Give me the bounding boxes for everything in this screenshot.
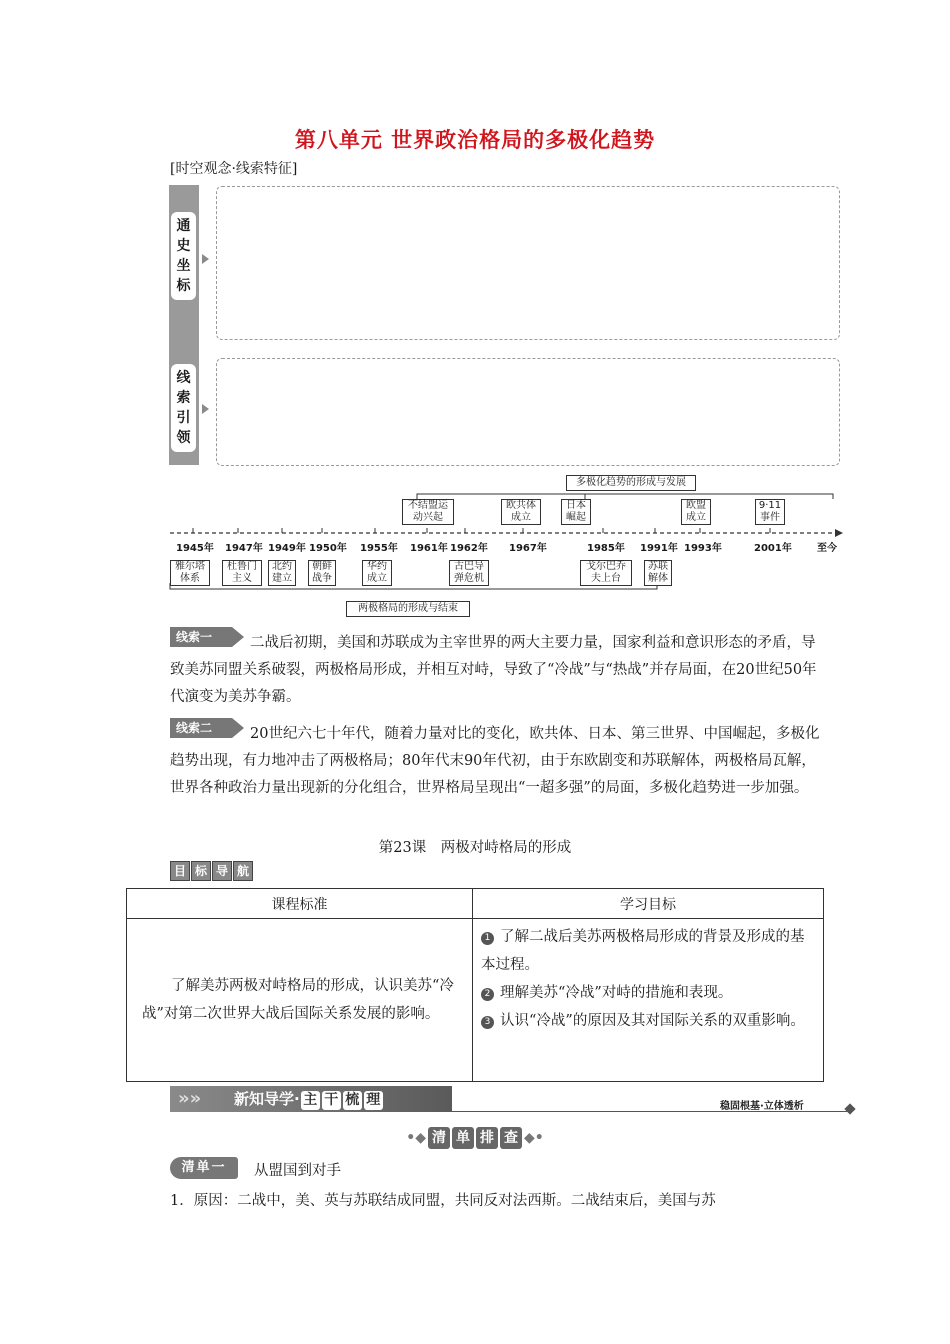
table-header: 课程标准 — [127, 889, 473, 919]
year-label: 1955年 — [360, 543, 398, 554]
event-box-top: 不结盟运 动兴起 — [402, 499, 454, 525]
event-box-top: 9·11 事件 — [755, 499, 785, 525]
clue1-tag: 线索一 — [170, 627, 232, 647]
general-coordinate-label: 通 史 坐 标 — [171, 212, 196, 300]
event-box-bottom: 北约 建立 — [268, 560, 296, 586]
event-box-bottom: 杜鲁门 主义 — [222, 560, 262, 586]
year-label: 1950年 — [309, 543, 347, 554]
clue2-tag: 线索二 — [170, 718, 232, 738]
checklist-heading: •◆ 清 单 排 查 ◆• — [0, 1127, 950, 1149]
banner-right-text: 稳固根基·立体透析 — [720, 1101, 804, 1112]
clue1-text: 二战后初期，美国和苏联成为主宰世界的两大主要力量，国家利益和意识形态的矛盾，导致美苏同盟关系破裂，两极格局形成，并相互对峙，导致了“冷战”与“热战”并存局面，在20世纪50年代演变为美苏争霸。 — [170, 635, 817, 705]
year-label: 1993年 — [684, 543, 722, 554]
diamond-icon — [844, 1103, 855, 1114]
lesson-title: 第23课 两极对峙格局的形成 — [378, 840, 572, 856]
event-box-bottom: 戈尔巴乔 夫上台 — [580, 560, 632, 586]
section-subtitle: [时空观念·线索特征] — [170, 161, 298, 177]
item1-text: 1．原因：二战中，美、英与苏联结成同盟，共同反对法西斯。二战结束后，美国与苏 — [170, 1193, 716, 1209]
table-header: 学习目标 — [473, 889, 824, 919]
clue-guide-box — [216, 358, 840, 466]
general-coordinate-box — [216, 186, 840, 340]
list1-title: 从盟国到对手 — [254, 1163, 341, 1179]
year-label: 1967年 — [509, 543, 547, 554]
clue-guide-label: 线 索 引 领 — [171, 364, 196, 452]
year-label: 1945年 — [176, 543, 214, 554]
bipolar-bracket-label: 两极格局的形成与结束 — [346, 601, 470, 617]
year-label: 1961年 — [410, 543, 448, 554]
clue2-text: 20世纪六七十年代，随着力量对比的变化，欧共体、日本、第三世界、中国崛起，多极化趋势出现，有力地冲击了两极格局；80年代末90年代初，由于东欧剧变和苏联解体，两极格局瓦解，世界各种政治力量出现新的分化组合，世界格局呈现出“一超多强”的局面，多极化趋势进一步加强。 — [170, 726, 820, 796]
timeline-diagram — [165, 470, 845, 620]
list1-tag: 清单一 — [170, 1157, 238, 1179]
event-box-top: 日本 崛起 — [561, 499, 591, 525]
event-box-bottom: 苏联 解体 — [644, 560, 672, 586]
arrow-right-icon — [202, 404, 209, 414]
year-label: 1991年 — [640, 543, 678, 554]
event-box-bottom: 古巴导 弹危机 — [449, 560, 489, 586]
goals-table — [126, 888, 824, 1082]
event-box-bottom: 朝鲜 战争 — [308, 560, 336, 586]
event-box-top: 欧盟 成立 — [681, 499, 711, 525]
event-box-bottom: 华约 成立 — [362, 560, 392, 586]
year-label: 2001年 — [754, 543, 792, 554]
arrow-right-icon — [202, 254, 209, 264]
standard-cell: 了解美苏两极对峙格局的形成，认识美苏“冷战”对第二次世界大战后国际关系发展的影响。 — [127, 919, 473, 1082]
year-label: 1947年 — [225, 543, 263, 554]
multipolar-bracket-label: 多极化趋势的形成与发展 — [566, 475, 696, 491]
year-label: 1962年 — [450, 543, 488, 554]
year-label: 1949年 — [268, 543, 306, 554]
event-box-bottom: 雅尔塔 体系 — [170, 560, 210, 586]
goals-cell: 1 了解二战后美苏两极格局形成的背景及形成的基本过程。 2 理解美苏“冷战”对峙的措施和表现。 3 认识“冷战”的原因及其对国际关系的双重影响。 — [473, 919, 824, 1082]
year-label: 至今 — [817, 543, 837, 554]
double-chevron-icon: »» — [178, 1088, 202, 1109]
unit-title: 第八单元 世界政治格局的多极化趋势 — [294, 128, 656, 152]
section-banner: »» 新知导学· 主 干 梳 理 — [170, 1086, 452, 1112]
goal-nav-tag: 目 标 导 航 — [170, 860, 254, 881]
year-label: 1985年 — [587, 543, 625, 554]
event-box-top: 欧共体 成立 — [501, 499, 541, 525]
